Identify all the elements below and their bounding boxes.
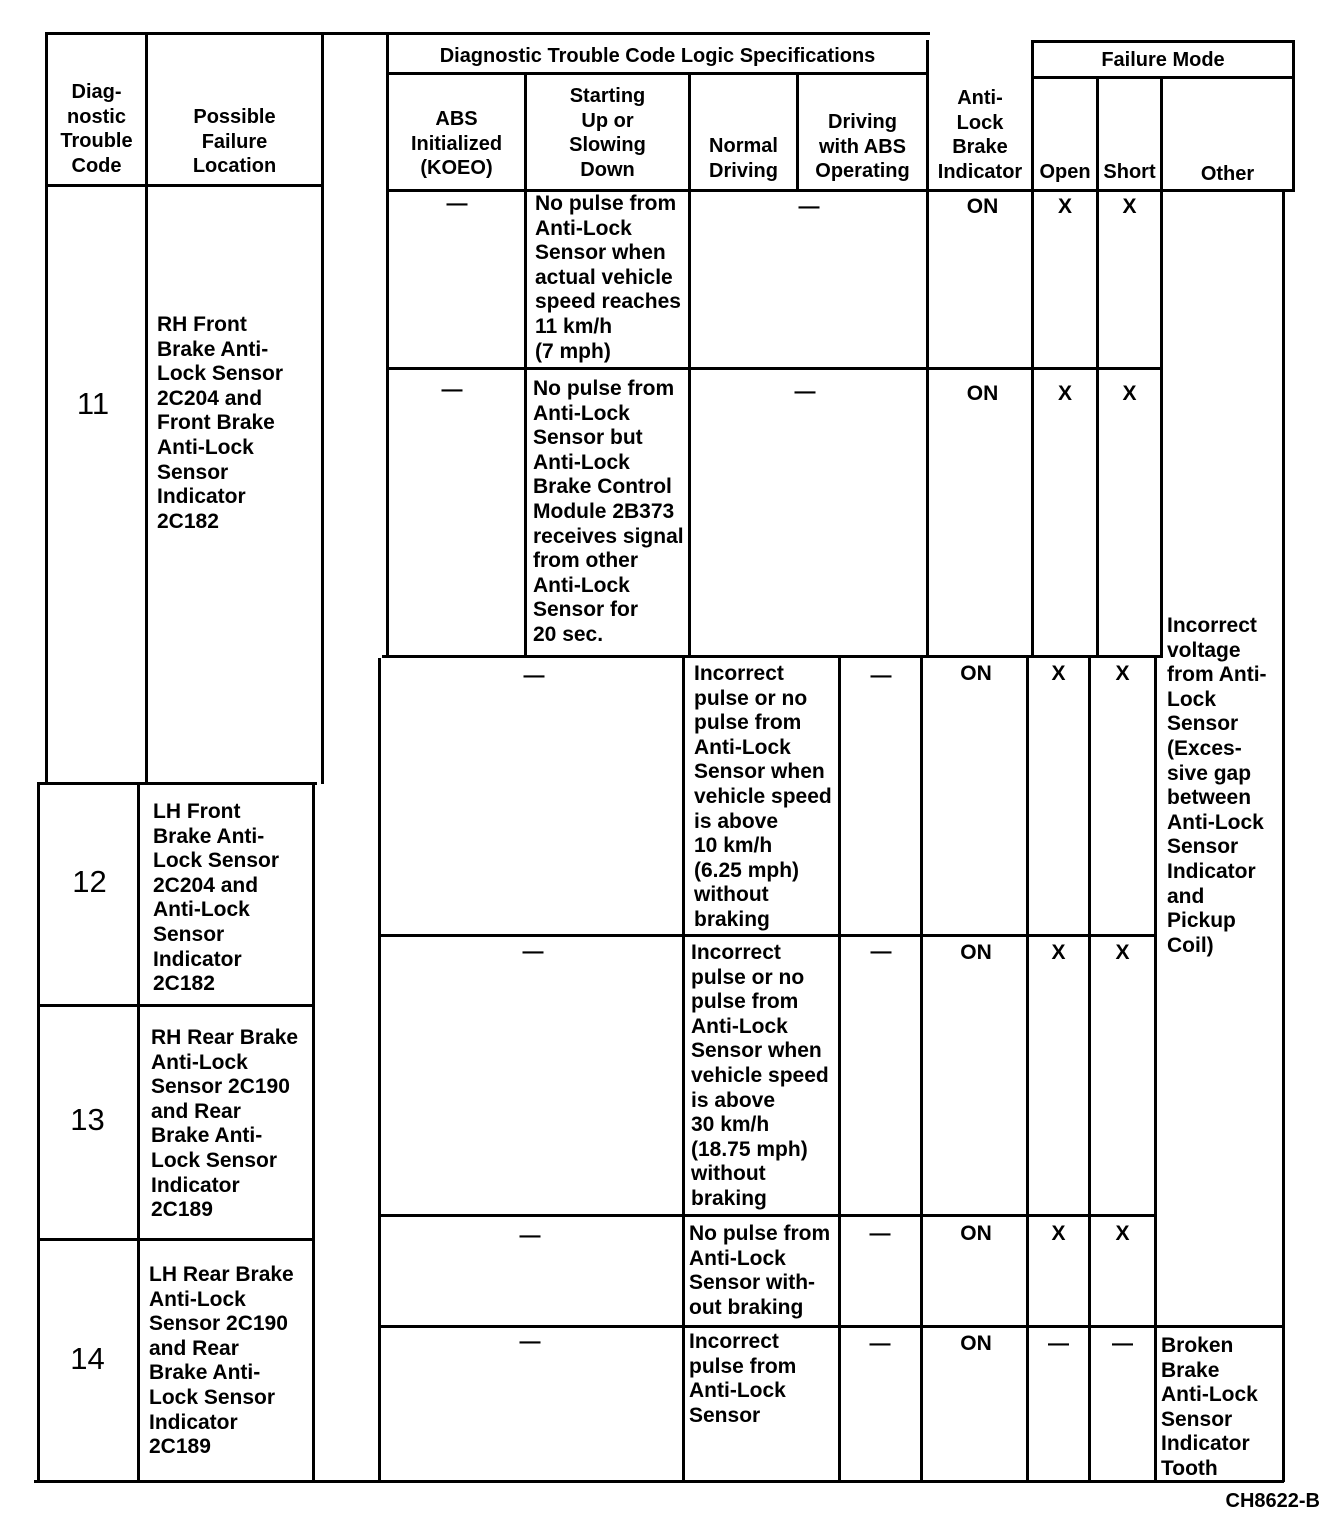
header-dtc: Diag- nostic Trouble Code bbox=[60, 81, 133, 177]
row5-init-starting: — bbox=[519, 1224, 541, 1247]
col-divider-indicator bbox=[1031, 40, 1034, 658]
col-divider-open-lower bbox=[1088, 658, 1091, 1482]
header-indicator: Anti- Lock Brake Indicator bbox=[937, 87, 1023, 183]
row4-init-starting: — bbox=[522, 940, 544, 963]
row2-normal-driving-abs: — bbox=[794, 380, 816, 403]
row6-driving-abs: — bbox=[869, 1332, 891, 1355]
row6-short: — bbox=[1112, 1332, 1133, 1355]
header-bottom-left bbox=[45, 184, 323, 187]
row6-normal: Incorrect pulse from Anti-Lock Sensor bbox=[689, 1330, 797, 1427]
code-line-1 bbox=[37, 782, 317, 785]
header-failure-group: Failure Mode bbox=[1101, 49, 1225, 71]
dtc-code-12: 12 bbox=[72, 864, 107, 899]
row2-starting: No pulse from Anti-Lock Sensor but Anti-Lock Brake Control Module 2B373 receives signal from other Anti-Lock Sensor for 20 sec. bbox=[533, 377, 684, 646]
row1-starting: No pulse from Anti-Lock Sensor when actual vehicle speed reaches 11 km/h (7 mph) bbox=[535, 192, 681, 363]
header-normal: Normal Driving bbox=[709, 135, 778, 182]
frame-right-top bbox=[1292, 40, 1295, 192]
col-divider-blank-lower bbox=[378, 658, 381, 1482]
row4-short: X bbox=[1115, 941, 1130, 964]
row5-indicator: ON bbox=[960, 1222, 992, 1245]
failure-location-14: LH Rear Brake Anti-Lock Sensor 2C190 and Rear Brake Anti- Lock Sensor Indicator 2C189 bbox=[149, 1263, 294, 1459]
row3-normal: Incorrect pulse or no pulse from Anti-Lock Sensor when vehicle speed is above 10 km/h (6.25 mph) without braking bbox=[694, 662, 832, 931]
dtc-code-11: 11 bbox=[76, 386, 110, 421]
code-line-2 bbox=[37, 1004, 315, 1007]
code-line-3 bbox=[37, 1238, 315, 1241]
row3-short: X bbox=[1115, 662, 1130, 685]
frame-top-left bbox=[45, 32, 930, 35]
failure-location-13: RH Rear Brake Anti-Lock Sensor 2C190 and Rear Brake Anti- Lock Sensor Indicator 2C189 bbox=[151, 1026, 299, 1222]
row3-init-starting: — bbox=[523, 664, 545, 687]
row1-open: X bbox=[1057, 195, 1072, 218]
row2-short: X bbox=[1122, 382, 1137, 405]
frame-top-right bbox=[1031, 40, 1295, 43]
header-open: Open bbox=[1039, 161, 1091, 183]
row-line-3 bbox=[380, 934, 1156, 937]
col-divider-normal-lower bbox=[838, 658, 841, 1482]
col-divider-location bbox=[321, 32, 324, 784]
row4-normal: Incorrect pulse or no pulse from Anti-Lock Sensor when vehicle speed is above 30 km/h (18.75 mph) without braking bbox=[691, 941, 829, 1210]
header-other: Other bbox=[1200, 163, 1255, 185]
row2-indicator: ON bbox=[966, 382, 999, 405]
dtc-code-14: 14 bbox=[70, 1341, 105, 1376]
row1-indicator: ON bbox=[966, 195, 999, 218]
other-merged-cell: Incorrect voltage from Anti- Lock Sensor (Exces- sive gap between Anti-Lock Sensor Indicator and Pickup Coil) bbox=[1167, 614, 1267, 957]
logic-group-underline bbox=[386, 72, 929, 75]
figure-id: CH8622-B bbox=[1225, 1490, 1320, 1512]
header-driving-abs: Driving with ABS Operating bbox=[815, 111, 910, 182]
row5-open: X bbox=[1051, 1222, 1066, 1245]
row5-normal: No pulse from Anti-Lock Sensor with- out braking bbox=[689, 1222, 831, 1319]
row4-open: X bbox=[1051, 941, 1066, 964]
col-divider-starting-lower bbox=[682, 658, 685, 1482]
row6-other: Broken Brake Anti-Lock Sensor Indicator Tooth bbox=[1161, 1334, 1258, 1480]
col-divider-short-lower bbox=[1154, 658, 1157, 1482]
row6-open: — bbox=[1048, 1332, 1069, 1355]
frame-left-bottom bbox=[37, 784, 40, 1482]
row-line-2 bbox=[382, 655, 1161, 658]
failure-location-11: RH Front Brake Anti- Lock Sensor 2C204 and Front Brake Anti-Lock Sensor Indicator 2C182 bbox=[157, 313, 284, 533]
col-divider-driving-lower bbox=[920, 658, 923, 1482]
row1-abs-init: — bbox=[446, 192, 468, 215]
col-divider-indicator-lower bbox=[1026, 658, 1029, 1482]
dtc-code-13: 13 bbox=[70, 1102, 105, 1137]
row6-indicator: ON bbox=[960, 1332, 992, 1355]
col-divider-code-lower bbox=[137, 784, 140, 1482]
row3-indicator: ON bbox=[960, 662, 992, 685]
failure-group-underline bbox=[1031, 76, 1295, 79]
row2-abs-init: — bbox=[441, 378, 463, 401]
row2-open: X bbox=[1057, 382, 1072, 405]
failure-location-12: LH Front Brake Anti- Lock Sensor 2C204 and Anti-Lock Sensor Indicator 2C182 bbox=[153, 800, 280, 996]
row1-short: X bbox=[1122, 195, 1137, 218]
row4-driving-abs: — bbox=[870, 940, 892, 963]
row5-short: X bbox=[1115, 1222, 1130, 1245]
row3-open: X bbox=[1051, 662, 1066, 685]
header-starting: Starting Up or Slowing Down bbox=[569, 85, 646, 181]
frame-right-bottom bbox=[1282, 192, 1285, 1482]
header-short: Short bbox=[1103, 161, 1156, 183]
row6-init-starting: — bbox=[519, 1330, 541, 1353]
col-divider-location-lower bbox=[312, 784, 315, 1482]
row-line-4 bbox=[378, 1214, 1156, 1217]
header-logic-group: Diagnostic Trouble Code Logic Specifications bbox=[439, 45, 876, 67]
row-line-1 bbox=[386, 367, 1161, 370]
row3-driving-abs: — bbox=[870, 664, 892, 687]
header-abs-init: ABS Initialized (KOEO) bbox=[410, 108, 503, 179]
frame-bottom bbox=[34, 1480, 1284, 1483]
row5-driving-abs: — bbox=[869, 1222, 891, 1245]
row4-indicator: ON bbox=[960, 941, 992, 964]
row1-normal-driving-abs: — bbox=[798, 195, 820, 218]
row-line-5 bbox=[378, 1325, 1284, 1328]
header-location: Possible Failure Location bbox=[192, 106, 277, 177]
